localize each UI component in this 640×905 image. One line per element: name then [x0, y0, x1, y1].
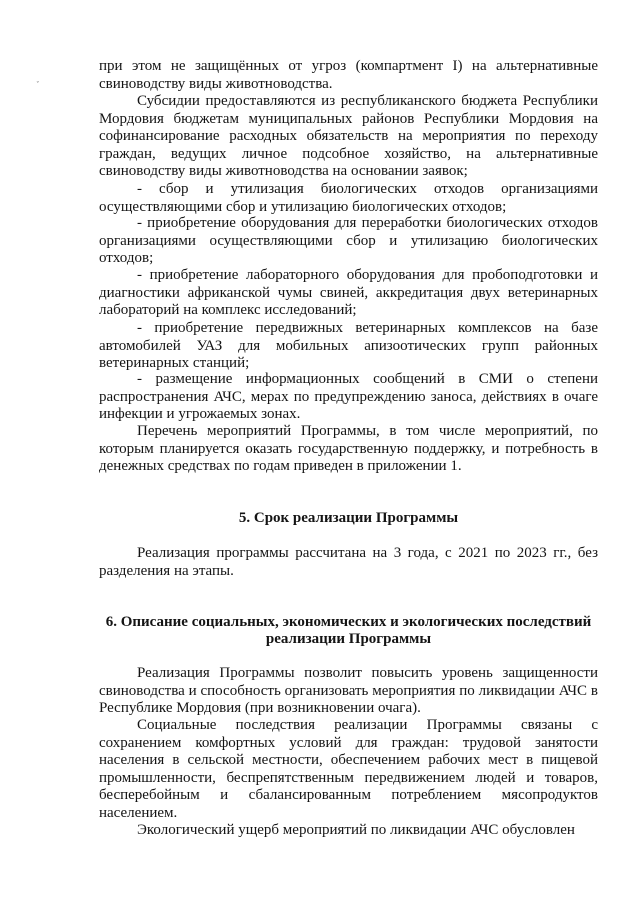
paragraph-compartment: при этом не защищённых от угроз (компартмент I) на альтернативные свиноводству виды животноводства. [99, 58, 598, 92]
section-6-heading-line1: 6. Описание социальных, экономических и экологических последствий [105, 614, 592, 630]
paragraph-measures-list: Перечень мероприятий Программы, в том числе мероприятий, по которым планируется оказать государственную поддержку, и потребность в денежных средствах по годам приведен в приложении 1. [99, 423, 598, 474]
list-item-collection-disposal: - сбор и утилизация биологических отходов организациями осуществляющими сбор и утилизацию биологических отходов; [99, 181, 598, 215]
section-5-text: Реализация программы рассчитана на 3 года, с 2021 по 2023 гг., без разделения на этапы. [99, 545, 598, 579]
section-6-paragraph-ecological: Экологический ущерб мероприятий по ликвидации АЧС обусловлен [137, 822, 575, 838]
list-item-mobile-complexes: - приобретение передвижных ветеринарных комплексов на базе автомобилей УАЗ для мобильных апизоотических групп районных ветеринарных станций; [99, 320, 598, 371]
list-item-processing-equipment: - приобретение оборудования для переработки биологических отходов организациями осуществляющими сбор и утилизацию биологических отходов; [99, 215, 598, 266]
section-6-paragraph-social: Социальные последствия реализации Программы связаны с сохранением комфортных условий для граждан: трудовой занятости населения в сельской местности, обеспечением рабочих мест в пищевой промышленности, беспрепятственным передвижением людей и товаров, бесперебойным и сбалансированным потреблением мясопродуктов населением. [99, 717, 598, 821]
scan-artifact-mark: ˇ [36, 81, 40, 89]
paragraph-subsidies: Субсидии предоставляются из республиканского бюджета Республики Мордовия бюджетам муниципальных районов Республики Мордовия на софинансирование расходных обязательств на мероприятия по переходу граждан, ведущих личное подсобное хозяйство, на альтернативные свиноводству виды животноводства на основании заявок; [99, 93, 598, 179]
section-6-heading-line2: реализации Программы [265, 631, 432, 647]
list-item-media-messages: - размещение информационных сообщений в СМИ о степени распространения АЧС, мерах по предупреждению заноса, действиях в очаге инфекции и угрожаемых зонах. [99, 371, 598, 422]
section-6-paragraph-protection: Реализация Программы позволит повысить уровень защищенности свиноводства и способность организовать мероприятия по ликвидации АЧС в Республике Мордовия (при возникновении очага). [99, 665, 598, 716]
list-item-lab-equipment: - приобретение лабораторного оборудования для пробоподготовки и диагностики африканской чумы свиней, аккредитация двух ветеринарных лабораторий на комплекс исследований; [99, 267, 598, 318]
section-5-heading: 5. Срок реализации Программы [238, 510, 459, 526]
